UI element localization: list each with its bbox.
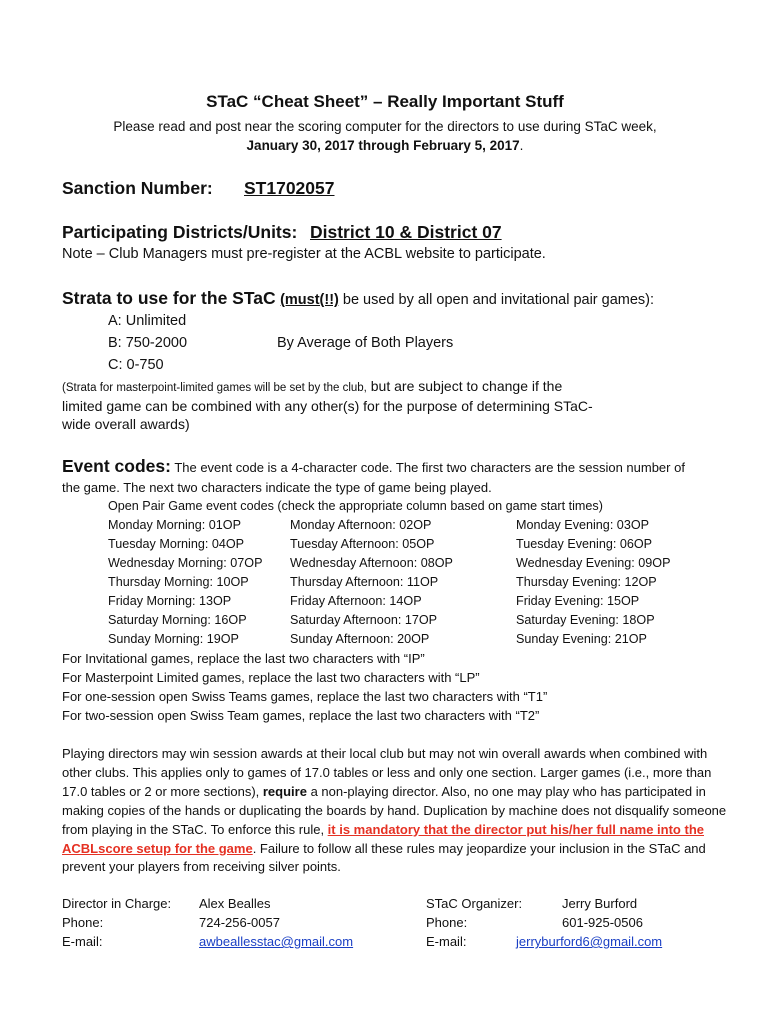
- rule-masterpoint: For Masterpoint Limited games, replace the last two characters with “LP”: [62, 670, 480, 685]
- para-part2: a non-playing director. Also, no one may play who has participated in making copies of the hands or duplicating the boards by hand. Duplication by machine does not disqualify someone from playing in the STaC. To enforce this rule,: [62, 783, 727, 837]
- event-code-cell: Monday Afternoon: 02OP: [290, 518, 432, 532]
- event-code-cell: Tuesday Morning: 04OP: [108, 537, 245, 551]
- para-part3: . Failure to follow all these rules may jeopardize your inclusion in the STaC and prevent your players from receiving silver points.: [62, 840, 706, 875]
- event-code-cell: Sunday Morning: 19OP: [108, 632, 239, 646]
- event-code-cell: Thursday Afternoon: 11OP: [290, 575, 439, 589]
- mandatory-notice: it is mandatory that the director put his/her full name into the ACBLscore setup for the game: [62, 821, 704, 856]
- event-codes-intro2: the game. The next two characters indicate the type of game being played.: [62, 480, 492, 495]
- directors-paragraph: [62, 745, 732, 877]
- districts-note: Note – Club Managers must pre-register at the ACBL website to participate.: [62, 246, 546, 262]
- event-codes-label: Event codes:: [62, 456, 171, 476]
- event-code-cell: Saturday Morning: 16OP: [108, 613, 247, 627]
- dates-period: .: [519, 138, 524, 153]
- event-code-cell: Monday Evening: 03OP: [516, 518, 650, 532]
- event-code-cell: Tuesday Evening: 06OP: [516, 537, 653, 551]
- event-code-cell: Wednesday Afternoon: 08OP: [290, 556, 453, 570]
- page-title: STaC “Cheat Sheet” – Really Important Stuff: [206, 92, 564, 111]
- event-code-cell: Friday Morning: 13OP: [108, 594, 232, 608]
- event-code-cell: Thursday Evening: 12OP: [516, 575, 657, 589]
- organizer-email-link[interactable]: jerryburford6@gmail.com: [516, 934, 663, 949]
- event-code-cell: Tuesday Afternoon: 05OP: [290, 537, 435, 551]
- strata-heading-rest: be used by all open and invitational pair games):: [338, 292, 655, 308]
- rule-invitational: For Invitational games, replace the last two characters with “IP”: [62, 651, 425, 666]
- para-require: require: [262, 783, 307, 799]
- rule-one-session-swiss: For one-session open Swiss Teams games, replace the last two characters with “T1”: [62, 689, 548, 704]
- strata-a: A: Unlimited: [108, 313, 187, 329]
- pair-intro: Open Pair Game event codes (check the appropriate column based on game start times): [108, 499, 603, 513]
- dic-phone: 724-256-0057: [199, 915, 280, 930]
- dates: January 30, 2017 through February 5, 2017: [246, 138, 520, 153]
- dates-line: [0, 138, 770, 153]
- strata-note-line1: [62, 378, 562, 396]
- strata-note-small: (Strata for masterpoint-limited games will be set by the club,: [62, 382, 367, 394]
- dic-email-link[interactable]: awbeallesstac@gmail.com: [199, 934, 354, 949]
- event-code-cell: Friday Evening: 15OP: [516, 594, 640, 608]
- dic-phone-label: Phone:: [62, 915, 104, 930]
- strata-b: B: 750-2000: [108, 335, 188, 351]
- event-code-cell: Saturday Evening: 18OP: [516, 613, 655, 627]
- strata-heading: [62, 288, 654, 309]
- strata-note-line2: limited game can be combined with any other(s) for the purpose of determining STaC-: [62, 398, 593, 414]
- strata-note-large1: but are subject to change if the: [366, 378, 563, 394]
- sanction-number: ST1702057: [244, 178, 335, 198]
- event-code-cell: Monday Morning: 01OP: [108, 518, 242, 532]
- event-codes-heading: [62, 456, 685, 477]
- strata-note-line3: wide overall awards): [62, 416, 190, 432]
- organizer-name: Jerry Burford: [562, 896, 638, 911]
- event-code-cell: Friday Afternoon: 14OP: [290, 594, 422, 608]
- event-code-cell: Sunday Afternoon: 20OP: [290, 632, 430, 646]
- organizer-phone-label: Phone:: [426, 915, 468, 930]
- sanction-label: Sanction Number:: [62, 178, 213, 198]
- organizer-email-label: E-mail:: [426, 934, 467, 949]
- dic-label: Director in Charge:: [62, 896, 172, 911]
- strata-c: C: 0-750: [108, 357, 164, 373]
- organizer-label: STaC Organizer:: [426, 896, 523, 911]
- event-code-cell: Thursday Morning: 10OP: [108, 575, 249, 589]
- districts-value: District 10 & District 07: [310, 222, 502, 242]
- districts-label: Participating Districts/Units:: [62, 222, 298, 242]
- event-codes-intro1: The event code is a 4-character code. The first two characters are the session number of: [170, 460, 685, 475]
- intro-line: Please read and post near the scoring computer for the directors to use during STaC week,: [113, 119, 657, 134]
- dic-email-label: E-mail:: [62, 934, 103, 949]
- para-part1: Playing directors may win session awards at their local club but may not win overall awards when combined with other clubs. This applies only to games of 17.0 tables or less and only one section. Larger games (i.e., more than 17.0 tables or 2 or more sections),: [62, 746, 712, 799]
- event-code-cell: Wednesday Morning: 07OP: [108, 556, 263, 570]
- dic-name: Alex Bealles: [199, 896, 271, 911]
- event-code-cell: Sunday Evening: 21OP: [516, 632, 647, 646]
- strata-heading-text: Strata to use for the STaC: [62, 288, 276, 308]
- strata-b-note: By Average of Both Players: [277, 335, 454, 351]
- event-code-cell: Wednesday Evening: 09OP: [516, 556, 671, 570]
- rule-two-session-swiss: For two-session open Swiss Team games, replace the last two characters with “T2”: [62, 708, 540, 723]
- organizer-phone: 601-925-0506: [562, 915, 643, 930]
- event-code-cell: Saturday Afternoon: 17OP: [290, 613, 438, 627]
- strata-must: (must(!!): [280, 292, 339, 308]
